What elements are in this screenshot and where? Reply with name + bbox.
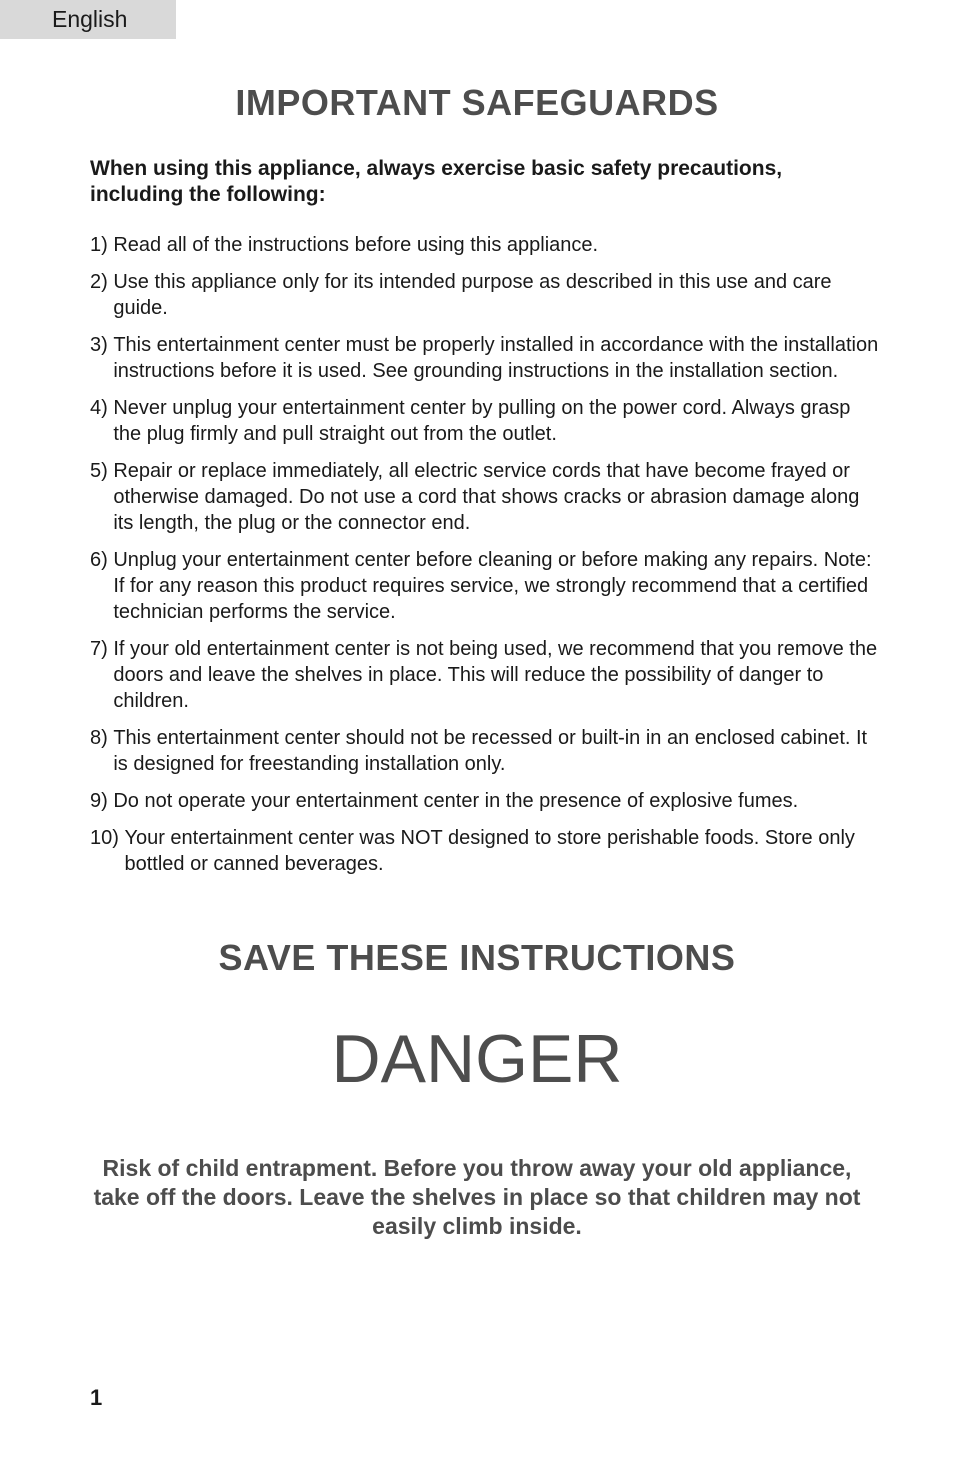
list-item [90,232,880,258]
list-item [90,458,880,536]
list-item [90,788,880,814]
item-text: Unplug your entertainment center before cleaning or before making any repairs. Note: If for any reason this product requires service, we strongly recommend that a certified technician performs the service. [113,549,872,623]
item-text: Your entertainment center was NOT designed to store perishable foods. Store only bottled or canned beverages. [124,827,855,875]
page-title: IMPORTANT SAFEGUARDS [235,82,719,123]
list-item [90,636,880,714]
item-text: Read all of the instructions before using this appliance. [113,234,599,256]
item-text: Never unplug your entertainment center by pulling on the power cord. Always grasp the plug firmly and pull straight out from the outlet. [113,397,851,445]
list-item [90,825,880,877]
item-number: 7) [90,638,114,660]
item-number: 3) [90,334,114,356]
item-text: Use this appliance only for its intended purpose as described in this use and care guide. [113,271,832,319]
page-number: 1 [90,1385,103,1410]
danger-heading: DANGER [331,1021,623,1097]
item-text: This entertainment center should not be recessed or built-in in an enclosed cabinet. It is designed for freestanding installation only. [113,727,868,775]
save-instructions-heading: SAVE THESE INSTRUCTIONS [218,937,736,978]
list-item [90,725,880,777]
language-tab: English [0,0,176,39]
list-item [90,332,880,384]
item-number: 4) [90,397,114,419]
list-item [90,547,880,625]
list-item [90,269,880,321]
item-text: If your old entertainment center is not being used, we recommend that you remove the doors and leave the shelves in place. This will reduce the possibility of danger to children. [113,638,878,712]
item-text: This entertainment center must be properly installed in accordance with the installation instructions before it is used. See grounding instructions in the installation section. [113,334,879,382]
intro-text: When using this appliance, always exercise basic safety precautions, including the following: [90,157,783,206]
item-number: 8) [90,727,114,749]
item-number: 6) [90,549,114,571]
item-number: 10) [90,827,125,849]
item-text: Repair or replace immediately, all electric service cords that have become frayed or otherwise damaged. Do not use a cord that shows cracks or abrasion damage along its length, the plug or the connector end. [113,460,860,534]
list-item [90,395,880,447]
safeguard-list [90,232,880,888]
item-number: 9) [90,790,114,812]
item-number: 1) [90,234,114,256]
item-number: 2) [90,271,114,293]
child-entrapment-warning: Risk of child entrapment. Before you throw away your old appliance, take off the doors. Leave the shelves in place so that children may not easily climb inside. [93,1155,861,1239]
item-number: 5) [90,460,114,482]
item-text: Do not operate your entertainment center in the presence of explosive fumes. [113,790,799,812]
